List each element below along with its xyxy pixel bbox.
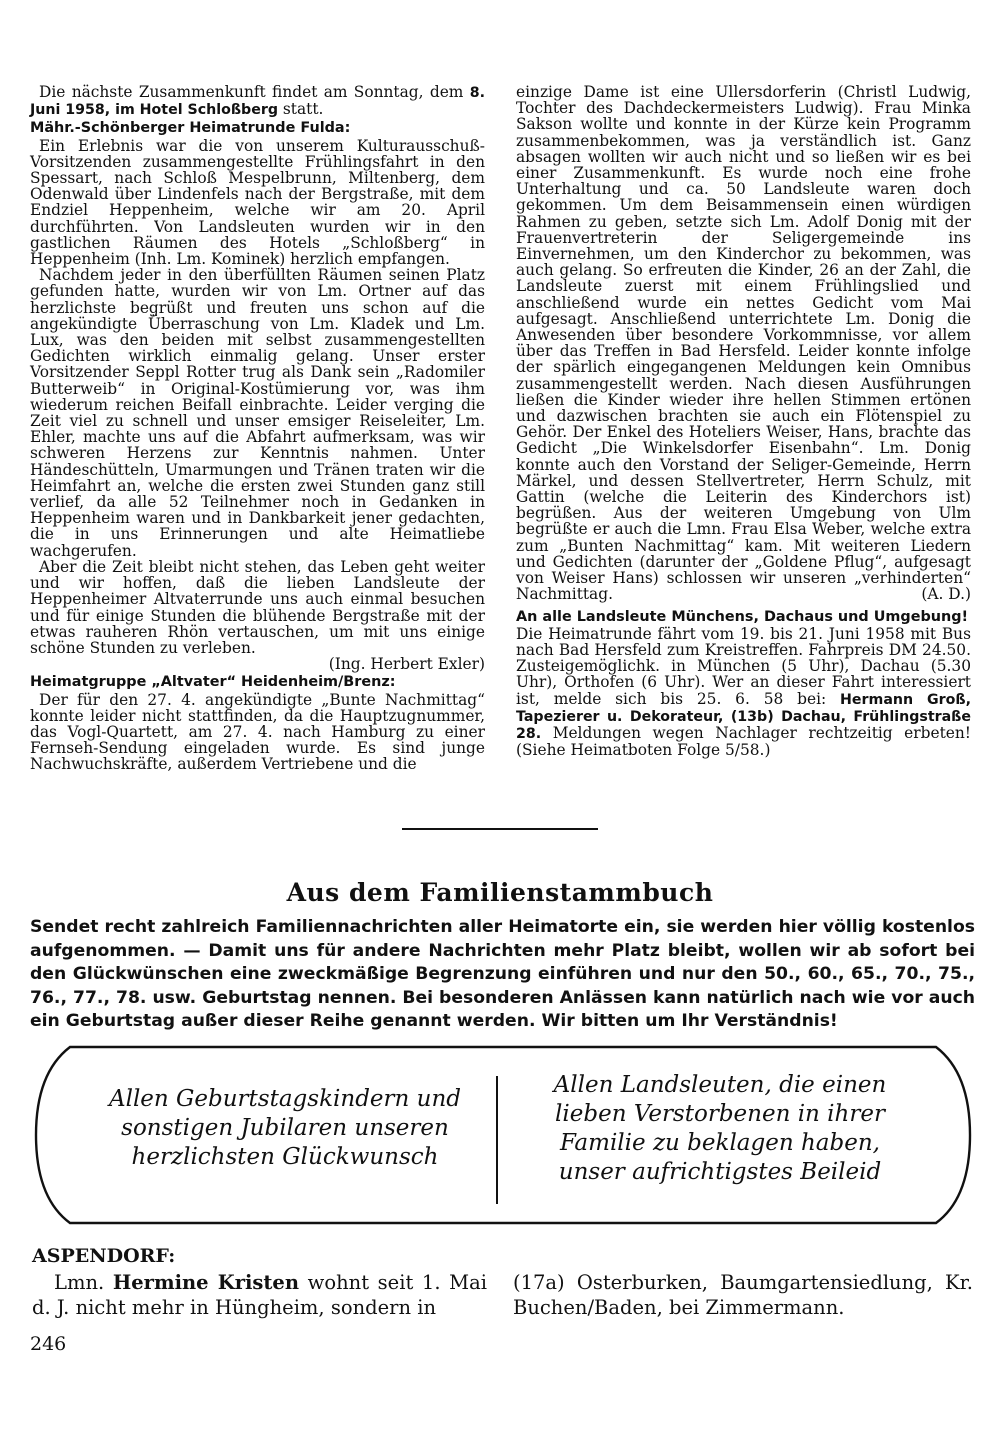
paragraph: Der für den 27. 4. angekündigte „Bunte Nachmittag“ konnte leider nicht stattfinden, da die Hauptzugnummer, das Vogl-Quartett, am 27. 4. nach Hamburg zu einer Fernseh-Sendung eingeladen wurde. Es sind junge Nachwuchskräfte, außerdem Vertriebene und die	[30, 690, 485, 774]
paragraph: einzige Dame ist eine Ullersdorferin (Christl Ludwig, Tochter des Dachdeckermeisters Ludwig). Frau Minka Sakson wollte und konnte in der Kürze kein Programm zusammenbekommen, was ja verständlich ist. Ganz absagen wollten wir auch nicht und so ließen wir es bei einer Zusammenkunft. Es wurde noch eine frohe Unterhaltung und ca. 50 Landsleute waren doch gekommen. Um dem Beisammensein einen würdigen Rahmen zu geben, setzte sich Lm. Adolf Donig mit der Frauenvertreterin der Seligergemeinde ins Einvernehmen, um den Kinderchor zu bekommen, was auch gelang. So erfreuten die Kinder, 26 an der Zahl, die Landsleute zuerst mit einem Frühlingslied und anschließend wurde ein nettes Gedicht vom Mai aufgesagt. Anschließend unterrichtete Lm. Donig die Anwesenden über besondere Vorkommnisse, vor allem über das Treffen in Bad Hersfeld. Leider konnte infolge der spärlich eingegangenen Meldungen kein Omnibus zusammengestellt werden. Nach diesen Ausführungen ließen die Kinder wieder ihre hellen Stimmen ertönen und dazwischen brachten sie auch ein Flötenspiel zu Gehör. Der Enkel des Hoteliers Weiser, Hans, brachte das Gedicht „Die Winkelsdorfer Eisenbahn“. Lm. Donig konnte auch den Vorstand der Seliger-Gemeinde, Herrn Märkel, und dessen Stellvertreter, Herrn Schulz, mit Gattin (welche die Leiterin des Kinderchors ist) begrüßen. Aus der weiteren Umgebung von Ulm begrüßte er auch die Lmn. Frau Elsa Weber, welche extra zum „Bunten Nachmittag“ kam. Mit weiteren Liedern und Gedichten (darunter der „Goldene Pflug“, aufgesagt von Weiser Hans) schlossen wir unseren „verhinderten“ Nachmittag. (A. D.)	[516, 83, 971, 604]
left-column	[30, 84, 485, 773]
section-heading: An alle Landsleute Münchens, Dachaus und Umgebung!	[516, 608, 969, 625]
entry-text-left: Lmn. Hermine Kristen wohnt seit 1. Mai d. J. nicht mehr in Hüngheim, sondern in	[32, 1271, 487, 1319]
greeting-divider	[496, 1076, 498, 1204]
signature: (Ing. Herbert Exler)	[328, 655, 485, 674]
paragraph: Nachdem jeder in den überfüllten Räumen seinen Platz gefunden hatte, wurden wir von Lm. Ortner auf das herzlichste begrüßt und freuten uns schon auf die angekündigte Überraschung von Lm. Kladek und Lm. Lux, was den beiden mit selbst zusammengestellten Gedichten wirklich einmalig gelang. Unser erster Vorsitzender Seppl Rotter trug als Dank sein „Radomiler Butterweib“ in Original-Kostümierung vor, was ihm wiederum reichen Beifall einbrachte. Leider verging die Zeit viel zu schnell und unser emsiger Reiseleiter, Lm. Ehler, machte uns auf die Abfahrt aufmerksam, was wir schweren Herzens zur Kenntnis nahmen. Unter Händeschütteln, Umarmungen und Tränen traten wir die Heimfahrt an, welche die ersten zwei Stunden ganz still verlief, da alle 52 Teilnehmer noch in Gedanken in Heppenheim waren und in Dankbarkeit jener gedachten, die in uns Erinnerungen und alte Heimatliebe wachgerufen.	[30, 266, 485, 560]
birthday-greeting: Allen Geburtstagskindern und sonstigen Jubilaren unseren herzlichsten Glückwunsch	[108, 1086, 461, 1170]
page-number: 246	[30, 1333, 67, 1355]
location-heading: ASPENDORF:	[32, 1245, 176, 1267]
section-heading: Mähr.-Schönberger Heimatrunde Fulda:	[30, 120, 351, 137]
family-section-title: Aus dem Familienstammbuch	[286, 878, 714, 907]
condolence-greeting: Allen Landsleuten, die einen lieben Verstorbenen in ihrer Familie zu beklagen haben, unser aufrichtigstes Beileid	[553, 1072, 887, 1185]
family-section-intro: Sendet recht zahlreich Familiennachrichten aller Heimatorte ein, sie werden hier völlig kostenlos aufgenommen. — Damit uns für andere Nachrichten mehr Platz bleibt, wollen wir ab sofort bei den Glückwünschen eine zweckmäßige Begrenzung einführen und nur den 50., 60., 65., 70., 75., 76., 77., 78. usw. Geburtstag nennen. Bei besonderen Anlässen kann natürlich nach wie vor auch ein Geburtstag außer dieser Reihe genannt werden. Wir bitten um Ihr Verständnis!	[30, 917, 975, 1031]
divider	[402, 828, 598, 830]
paragraph: Die Heimatrunde fährt vom 19. bis 21. Juni 1958 mit Bus nach Bad Hersfeld zum Kreistreffen. Fahrpreis DM 24.50. Zusteigemöglichk. in München (5 Uhr), Dachau (5.30 Uhr), Orthofen (6 Uhr). Wer an dieser Fahrt interessiert ist, melde sich bis 25. 6. 58 bei: Hermann Groß, Tapezierer u. Dekorateur, (13b) Dachau, Frühlingstraße 28. Meldungen wegen Nachlager rechtzeitig erbeten! (Siehe Heimatboten Folge 5/58.)	[516, 624, 971, 760]
right-column	[516, 84, 971, 758]
section-heading: Heimatgruppe „Altvater“ Heidenheim/Brenz:	[30, 674, 396, 691]
entry-text-right: (17a) Osterburken, Baumgartensiedlung, Kr. Buchen/Baden, bei Zimmermann.	[513, 1271, 973, 1319]
paragraph: Ein Erlebnis war die von unserem Kulturausschuß-Vorsitzenden zusammengestellte Frühlingsfahrt in den Spessart, nach Schloß Mespelbrunn, Miltenberg, dem Odenwald über Lindenfels nach der Bergstraße, mit dem Endziel Heppenheim, welche wir am 20. April durchführten. Von Landsleuten wurden wir in den gastlichen Räumen des Hotels „Schloßberg“ in Heppenheim (Inh. Lm. Kominek) herzlich empfangen.	[30, 136, 485, 269]
paragraph: Aber die Zeit bleibt nicht stehen, das Leben geht weiter und wir hoffen, daß die lieben Landsleute der Heppenheimer Altvaterrunde uns auch einmal besuchen und für einige Stunden die blühende Bergstraße mit der etwas rauheren Rhön vertauschen, um mit uns einige schöne Stunden zu verleben.	[30, 557, 485, 657]
paragraph: Die nächste Zusammenkunft findet am Sonntag, dem 8. Juni 1958, im Hotel Schloßberg statt.	[30, 83, 485, 119]
signature: (A. D.)	[921, 585, 971, 604]
